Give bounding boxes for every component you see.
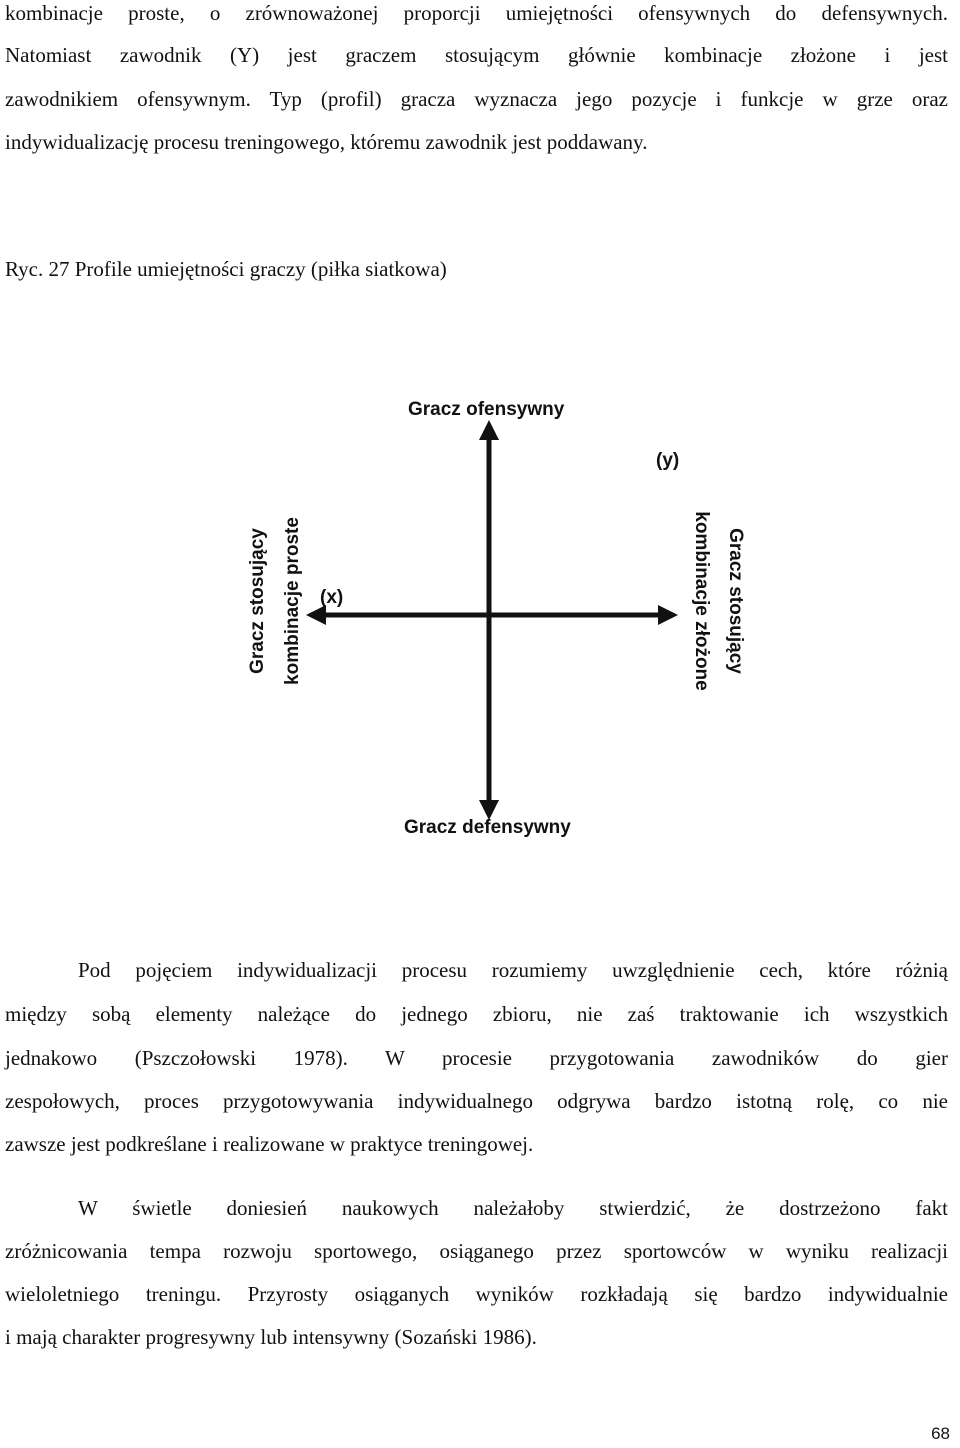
text-line: między sobą elementy należące do jednego zbioru, nie zaś traktowanie ich wszystkich: [5, 1002, 948, 1026]
right-axis-label-line2: kombinacje złożone: [691, 511, 712, 691]
top-axis-label: Gracz ofensywny: [408, 399, 565, 420]
text-line: zawodnikiem ofensywnym. Typ (profil) gracza wyznacza jego pozycje i funkcje w grze oraz: [5, 87, 948, 111]
text-line: Pod pojęciem indywidualizacji procesu rozumiemy uwzględnienie cech, które różnią: [78, 958, 948, 982]
text-line: jednakowo (Pszczołowski 1978). W procesie przygotowania zawodników do gier: [5, 1046, 948, 1070]
text-line: zespołowych, proces przygotowywania indywidualnego odgrywa bardzo istotną rolę, co nie: [5, 1089, 948, 1113]
bottom-axis-label: Gracz defensywny: [404, 817, 571, 838]
text-line: indywidualizację procesu treningowego, któremu zawodnik jest poddawany.: [5, 130, 648, 154]
text-line: zróżnicowania tempa rozwoju sportowego, osiąganego przez sportowców w wyniku realizacji: [5, 1239, 948, 1263]
point-x-label: (x): [320, 587, 344, 608]
left-axis-label-line1: Gracz stosujący: [247, 528, 268, 674]
right-axis-label-line1: Gracz stosujący: [725, 528, 746, 674]
figure-caption: Ryc. 27 Profile umiejętności graczy (piłka siatkowa): [5, 257, 447, 281]
skill-profile-diagram: [0, 380, 960, 880]
text-line: wieloletniego treningu. Przyrosty osiąganych wyników rozkładają się bardzo indywidualnie: [5, 1282, 948, 1306]
left-axis-label-line2: kombinacje proste: [282, 517, 303, 685]
point-y-label: (y): [656, 450, 680, 471]
text-line: i mają charakter progresywny lub intensywny (Sozański 1986).: [5, 1325, 537, 1349]
text-line: W świetle doniesień naukowych należałoby stwierdzić, że dostrzeżono fakt: [78, 1196, 948, 1220]
text-line: Natomiast zawodnik (Y) jest graczem stosującym głównie kombinacje złożone i jest: [5, 43, 948, 67]
text-line: zawsze jest podkreślane i realizowane w praktyce treningowej.: [5, 1132, 534, 1156]
page-number: 68: [931, 1424, 950, 1443]
axes-graphic: [0, 380, 960, 880]
text-line: kombinacje proste, o zrównoważonej proporcji umiejętności ofensywnych do defensywnych.: [5, 1, 948, 25]
